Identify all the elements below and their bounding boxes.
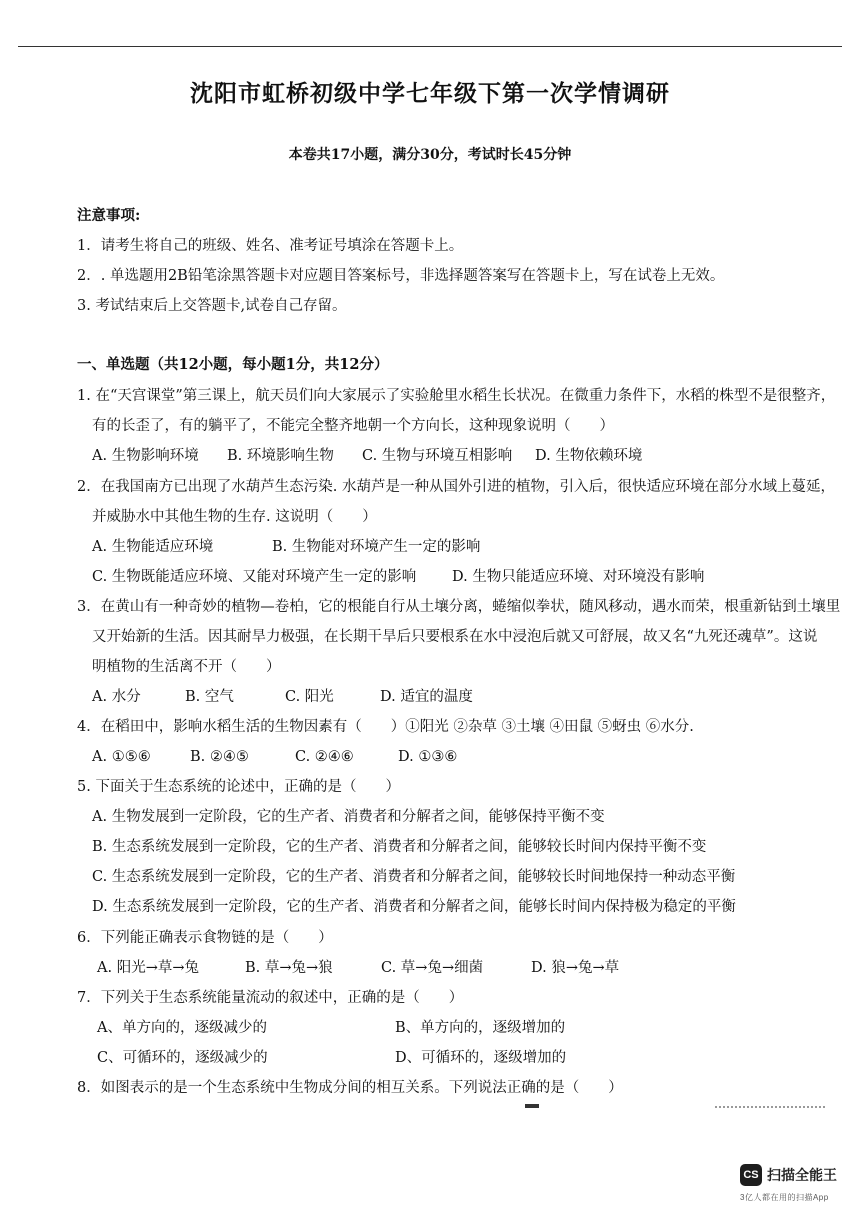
option: C. 生物既能适应环境、又能对环境产生一定的影响 xyxy=(92,569,417,585)
option: C、可循环的，逐级减少的 xyxy=(97,1050,268,1066)
question-text: 有的长歪了，有的躺平了，不能完全整齐地朝一个方向长，这种现象说明（ ） xyxy=(92,418,614,434)
option: D. 生物只能适应环境、对环境没有影响 xyxy=(452,569,705,585)
option: B. ②④⑤ xyxy=(190,749,249,765)
option: D. ①③⑥ xyxy=(398,749,458,765)
question-text: 6．下列能正确表示食物链的是（ ） xyxy=(77,930,333,946)
option: D. 生物依赖环境 xyxy=(535,448,643,464)
question-text: 4．在稻田中，影响水稻生活的生物因素有（ ）①阳光 ②杂草 ③土壤 ④田鼠 ⑤蚜虫 ⑥水分. xyxy=(77,719,694,735)
option: C. 阳光 xyxy=(285,689,334,705)
question-text: 5. 下面关于生态系统的论述中，正确的是（ ） xyxy=(77,779,400,795)
option: A. ①⑤⑥ xyxy=(92,749,151,765)
watermark-tagline: 3亿人都在用的扫描App xyxy=(740,1193,829,1202)
notice-item: 2．. 单选题用2B铅笔涂黑答题卡对应题目答案标号，非选择题答案写在答题卡上，写在试卷上无效。 xyxy=(77,268,725,284)
question-text: 2．在我国南方已出现了水葫芦生态污染. 水葫芦是一种从国外引进的植物，引入后，很快适应环境在部分水域上蔓延， xyxy=(77,479,835,495)
option: B. 草→兔→狼 xyxy=(245,960,333,976)
option: C. 生物与环境互相影响 xyxy=(362,448,513,464)
option: D. 狼→兔→草 xyxy=(531,960,620,976)
option: B. 生态系统发展到一定阶段，它的生产者、消费者和分解者之间，能够较长时间内保持平衡不变 xyxy=(92,839,707,855)
question-text: 8．如图表示的是一个生态系统中生物成分间的相互关系。下列说法正确的是（ ） xyxy=(77,1080,623,1096)
question-text: 7．下列关于生态系统能量流动的叙述中，正确的是（ ） xyxy=(77,990,464,1006)
option: D. 适宜的温度 xyxy=(380,689,473,705)
question-text: 3．在黄山有一种奇妙的植物—卷柏，它的根能自行从土壤分离，蜷缩似拳状，随风移动，遇水而荣，根重新钻到土壤里 xyxy=(77,599,841,615)
option: D、可循环的，逐级增加的 xyxy=(395,1050,567,1066)
notice-item: 1．请考生将自己的班级、姓名、准考证号填涂在答题卡上。 xyxy=(77,238,464,254)
option: A. 阳光→草→兔 xyxy=(97,960,199,976)
option: B. 环境影响生物 xyxy=(227,448,334,464)
question-text: 1. 在“天宫课堂”第三课上，航天员们向大家展示了实验舱里水稻生长状况。在微重力条件下，水稻的株型不是很整齐， xyxy=(77,388,836,404)
question-text: 明植物的生活离不开（ ） xyxy=(92,659,281,675)
exam-info: 本卷共17小题，满分30分，考试时长45分钟 xyxy=(288,147,572,163)
question-text: 又开始新的生活。因其耐旱力极强，在长期干旱后只要根系在水中浸泡后就又可舒展，故又名“九死还魂草”。这说 xyxy=(92,629,818,645)
option: C. ②④⑥ xyxy=(295,749,354,765)
figure-fragment xyxy=(525,1104,539,1108)
option: A. 生物发展到一定阶段，它的生产者、消费者和分解者之间，能够保持平衡不变 xyxy=(92,809,605,825)
notice-heading: 注意事项: xyxy=(77,207,141,224)
top-rule xyxy=(18,46,842,47)
option: B. 空气 xyxy=(185,689,234,705)
option: D. 生态系统发展到一定阶段，它的生产者、消费者和分解者之间，能够长时间内保持极为稳定的平衡 xyxy=(92,899,736,915)
option: A. 生物影响环境 xyxy=(92,448,199,464)
option: A. 生物能适应环境 xyxy=(92,539,214,555)
option: C. 生态系统发展到一定阶段，它的生产者、消费者和分解者之间，能够较长时间地保持一种动态平衡 xyxy=(92,869,736,885)
option: A、单方向的，逐级减少的 xyxy=(97,1020,267,1036)
scan-artifact xyxy=(715,1106,825,1112)
section-heading: 一、单选题（共12小题，每小题1分，共12分） xyxy=(77,356,389,373)
question-text: 并威胁水中其他生物的生存. 这说明（ ） xyxy=(92,509,377,525)
option: A. 水分 xyxy=(92,689,141,705)
option: B. 生物能对环境产生一定的影响 xyxy=(272,539,481,555)
camscanner-logo-icon: CS xyxy=(740,1164,762,1186)
option: C. 草→兔→细菌 xyxy=(381,960,484,976)
page-title: 沈阳市虹桥初级中学七年级下第一次学情调研 xyxy=(190,80,670,107)
watermark-brand: 扫描全能王 xyxy=(767,1167,837,1183)
notice-item: 3. 考试结束后上交答题卡,试卷自己存留。 xyxy=(77,298,347,314)
option: B、单方向的，逐级增加的 xyxy=(395,1020,566,1036)
